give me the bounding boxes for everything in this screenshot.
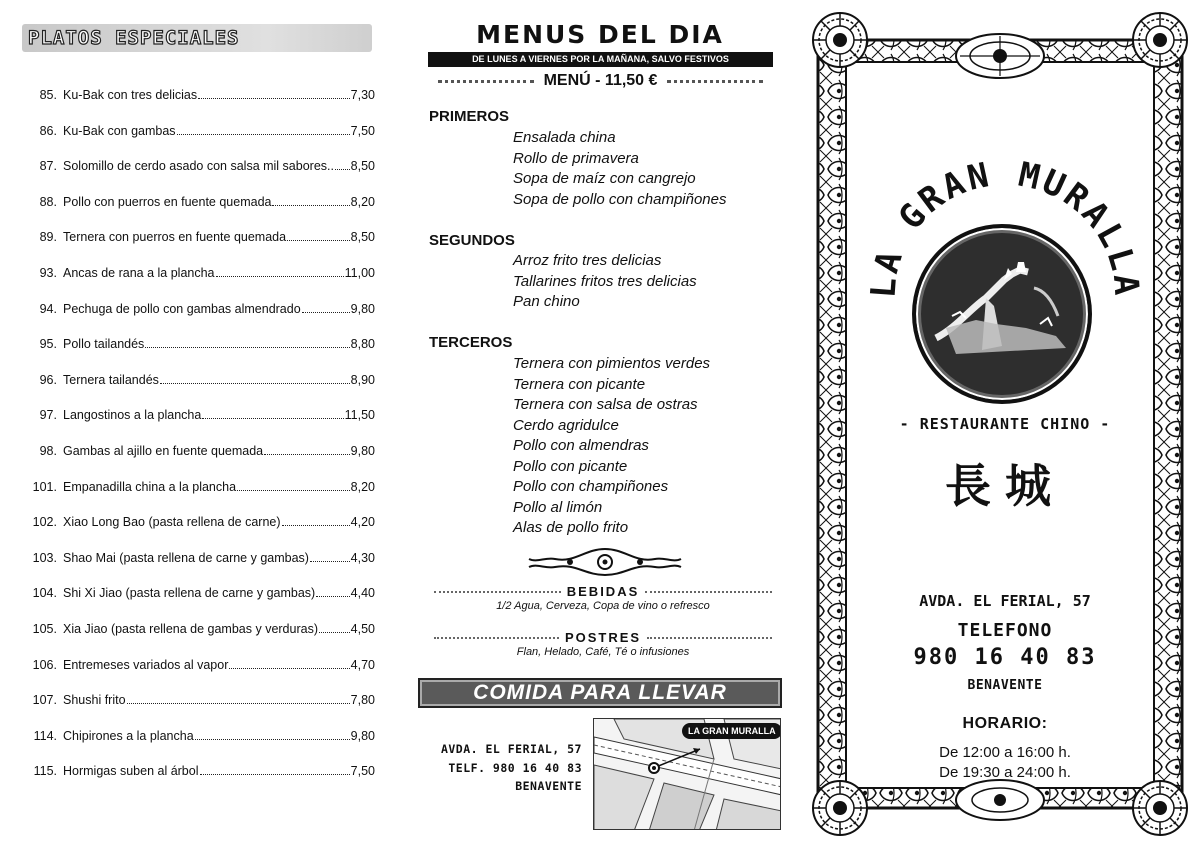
dish-name: Entremeses variados al vapor [63, 657, 229, 672]
dotted-leader [160, 383, 350, 384]
dotted-leader [287, 240, 350, 241]
bebidas-section [428, 584, 778, 612]
takeaway-text: COMIDA PARA LLEVAR [473, 681, 727, 704]
course-list-primeros [513, 128, 727, 210]
menu-item: Pollo al limón [513, 498, 603, 516]
dotted-leader [335, 169, 350, 170]
dish-price: 9,80 [350, 443, 375, 458]
postres-label: POSTRES [564, 630, 642, 645]
specials-banner [22, 24, 372, 52]
dotted-leader [198, 98, 350, 99]
dish-name: Ku-Bak con tres delicias [63, 88, 198, 102]
dotted-leader [237, 490, 350, 491]
dotted-leader [310, 561, 350, 562]
dish-row [30, 480, 375, 516]
dotted-leader [216, 276, 344, 277]
dish-price: 7,80 [350, 693, 375, 708]
dish-name: Shi Xi Jiao (pasta rellena de carne y gambas) [63, 586, 316, 601]
dotted-leader [229, 668, 349, 669]
dish-number: 102. [32, 515, 57, 530]
dish-number: 86. [39, 123, 57, 138]
dotted-leader [200, 774, 350, 775]
specials-list [30, 88, 375, 800]
bebidas-label: BEBIDAS [566, 584, 640, 599]
dish-number: 88. [39, 194, 57, 209]
dish-number: 85. [39, 88, 57, 102]
dotted-leader [195, 739, 350, 740]
dish-row [30, 302, 375, 338]
dish-name: Ku-Bak con gambas [63, 123, 176, 138]
dotted-leader [145, 347, 349, 348]
dish-row [30, 373, 375, 409]
dish-name: Langostinos a la plancha [63, 408, 202, 423]
dish-row [30, 444, 375, 480]
menu-item: Pan chino [513, 293, 580, 310]
dish-price: 4,30 [350, 550, 375, 565]
dish-name: Xiao Long Bao (pasta rellena de carne) [63, 515, 281, 530]
menu-item: Ternera con salsa de ostras [513, 396, 698, 413]
dish-name: Pollo con puerros en fuente quemada [63, 194, 272, 209]
dish-number: 94. [39, 301, 57, 316]
dish-row [30, 124, 375, 160]
restaurant-subtitle: - RESTAURANTE CHINO - [899, 415, 1111, 433]
dish-number: 98. [39, 443, 57, 458]
dotted-leader [264, 454, 350, 455]
dish-price: 8,80 [350, 337, 375, 352]
dish-number: 95. [39, 337, 57, 352]
menu-item: Ternera con picante [513, 375, 646, 393]
dish-name: Ternera con puerros en fuente quemada [63, 230, 287, 245]
dish-price: 4,20 [350, 515, 375, 530]
postres-section [428, 630, 778, 658]
dotted-leader [272, 205, 349, 206]
takeaway-address [422, 740, 582, 796]
daily-menu-title: MENUS DEL DIA [476, 20, 724, 49]
dish-row [30, 622, 375, 658]
dish-name: Shushi frito [63, 693, 126, 708]
course-list-terceros [513, 354, 710, 539]
dish-number: 101. [32, 479, 57, 494]
ornament-divider [525, 545, 685, 579]
dish-price: 4,50 [350, 621, 375, 636]
dish-number: 89. [39, 230, 57, 245]
dish-number: 96. [39, 372, 57, 387]
dish-row [30, 586, 375, 622]
dish-price: 8,90 [350, 372, 375, 387]
dish-number: 104. [32, 586, 57, 601]
dish-price: 7,50 [350, 123, 375, 138]
dish-number: 103. [32, 550, 57, 565]
dish-number: 93. [39, 265, 57, 280]
address-phone: TELF. 980 16 40 83 [448, 760, 582, 775]
dish-number: 106. [32, 657, 57, 672]
dish-price: 4,70 [350, 657, 375, 672]
course-list-segundos [513, 251, 697, 313]
menu-item: Rollo de primavera [513, 149, 639, 167]
menu-item: Sopa de maíz con cangrejo [513, 170, 696, 187]
menu-item: Pollo con almendras [513, 437, 649, 454]
menu-item: Pollo con champiñones [513, 478, 669, 495]
dish-price: 4,40 [350, 586, 375, 601]
dish-row [30, 230, 375, 266]
dotted-divider [667, 80, 763, 83]
dish-row [30, 693, 375, 729]
hours-line: De 12:00 a 16:00 h. [939, 744, 1071, 761]
menu-item: Ensalada china [513, 129, 616, 146]
dish-number: 115. [33, 764, 57, 779]
dish-price: 11,00 [344, 265, 375, 280]
dish-name: Gambas al ajillo en fuente quemada [63, 443, 264, 458]
map-restaurant-label: LA GRAN MURALLA [682, 723, 781, 739]
menu-item: Sopa de pollo con champiñones [513, 190, 727, 208]
dish-row [30, 658, 375, 694]
dish-price: 7,30 [350, 88, 375, 102]
daily-menu-panel [400, 0, 800, 848]
great-wall-logo [912, 224, 1092, 404]
dotted-leader [302, 312, 350, 313]
dish-row [30, 515, 375, 551]
hours-label: HORARIO: [962, 715, 1048, 732]
hours-line: De 19:30 a 24:00 h. [939, 764, 1071, 781]
address-city: BENAVENTE [515, 779, 582, 793]
location-map [593, 718, 781, 830]
dish-name: Solomillo de cerdo asado con salsa mil sabores.. [63, 159, 334, 174]
dish-name: Empanadilla china a la plancha [63, 479, 237, 494]
restaurant-address: AVDA. EL FERIAL, 57 [919, 592, 1091, 610]
dish-number: 114. [33, 728, 57, 743]
takeaway-banner [418, 678, 782, 708]
dish-number: 107. [32, 693, 57, 708]
dish-name: Shao Mai (pasta rellena de carne y gambas) [63, 550, 309, 565]
restaurant-name-text: LA GRAN MURALLA [863, 155, 1147, 300]
dish-price: 8,50 [350, 230, 375, 245]
course-heading-terceros: TERCEROS [429, 334, 513, 351]
dish-price: 7,50 [350, 764, 375, 779]
dish-row [30, 764, 375, 800]
dish-price: 8,20 [350, 194, 375, 209]
menu-item: Pollo con picante [513, 457, 628, 475]
dotted-divider [647, 637, 772, 639]
course-heading-segundos: SEGUNDOS [429, 232, 515, 249]
dish-price: 8,20 [350, 479, 375, 494]
phone-label: TELEFONO [957, 620, 1053, 641]
dotted-divider [434, 591, 561, 593]
menu-item: Ternera con pimientos verdes [513, 355, 711, 372]
dish-row [30, 337, 375, 373]
dotted-divider [438, 80, 534, 83]
chinese-characters: 長城 [945, 459, 1065, 513]
dotted-leader [282, 525, 350, 526]
dotted-leader [202, 418, 343, 419]
dotted-divider [434, 637, 559, 639]
dish-price: 11,50 [344, 408, 375, 423]
dish-name: Ancas de rana a la plancha [63, 265, 215, 280]
dish-row [30, 195, 375, 231]
dish-row [30, 408, 375, 444]
dotted-leader [127, 703, 350, 704]
weekday-notice: DE LUNES A VIERNES POR LA MAÑANA, SALVO FESTIVOS [428, 52, 773, 67]
dish-price: 9,80 [350, 301, 375, 316]
postres-description: Flan, Helado, Café, Té o infusiones [516, 646, 690, 658]
phone-number: 980 16 40 83 [913, 645, 1097, 670]
menu-item: Alas de pollo frito [513, 519, 629, 536]
dish-row [30, 88, 375, 124]
dish-price: 8,50 [350, 159, 375, 174]
menu-price: MENÚ - 11,50 € [543, 72, 658, 89]
address-street: AVDA. EL FERIAL, 57 [440, 742, 582, 756]
dish-name: Xia Jiao (pasta rellena de gambas y verduras) [63, 621, 318, 636]
dish-row [30, 159, 375, 195]
specials-panel [0, 0, 400, 848]
dotted-leader [177, 134, 350, 135]
dotted-leader [316, 596, 349, 597]
specials-title: PLATOS ESPECIALES [28, 27, 240, 49]
dish-name: Chipirones a la plancha [63, 728, 194, 743]
menu-item: Tallarines fritos tres delicias [513, 272, 697, 290]
course-heading-primeros: PRIMEROS [429, 108, 510, 125]
dotted-leader [319, 632, 350, 633]
dotted-divider [645, 591, 772, 593]
dish-row [30, 729, 375, 765]
menu-item: Cerdo agridulce [513, 416, 619, 434]
dish-name: Ternera tailandés [63, 372, 159, 387]
dish-row [30, 551, 375, 587]
dish-number: 87. [39, 159, 57, 174]
menu-item: Arroz frito tres delicias [513, 252, 662, 269]
cover-panel [800, 0, 1200, 848]
dish-price: 9,80 [350, 728, 375, 743]
menu-price-line [428, 70, 773, 92]
dish-name: Pechuga de pollo con gambas almendrado [63, 301, 301, 316]
dish-name: Pollo tailandés [63, 337, 145, 352]
dish-name: Hormigas suben al árbol [63, 764, 199, 779]
bebidas-description: 1/2 Agua, Cerveza, Copa de vino o refresco [496, 600, 710, 612]
great-wall-icon [916, 228, 1088, 400]
dish-number: 97. [39, 408, 57, 423]
restaurant-city: BENAVENTE [967, 678, 1043, 693]
dish-row [30, 266, 375, 302]
dish-number: 105. [32, 621, 57, 636]
